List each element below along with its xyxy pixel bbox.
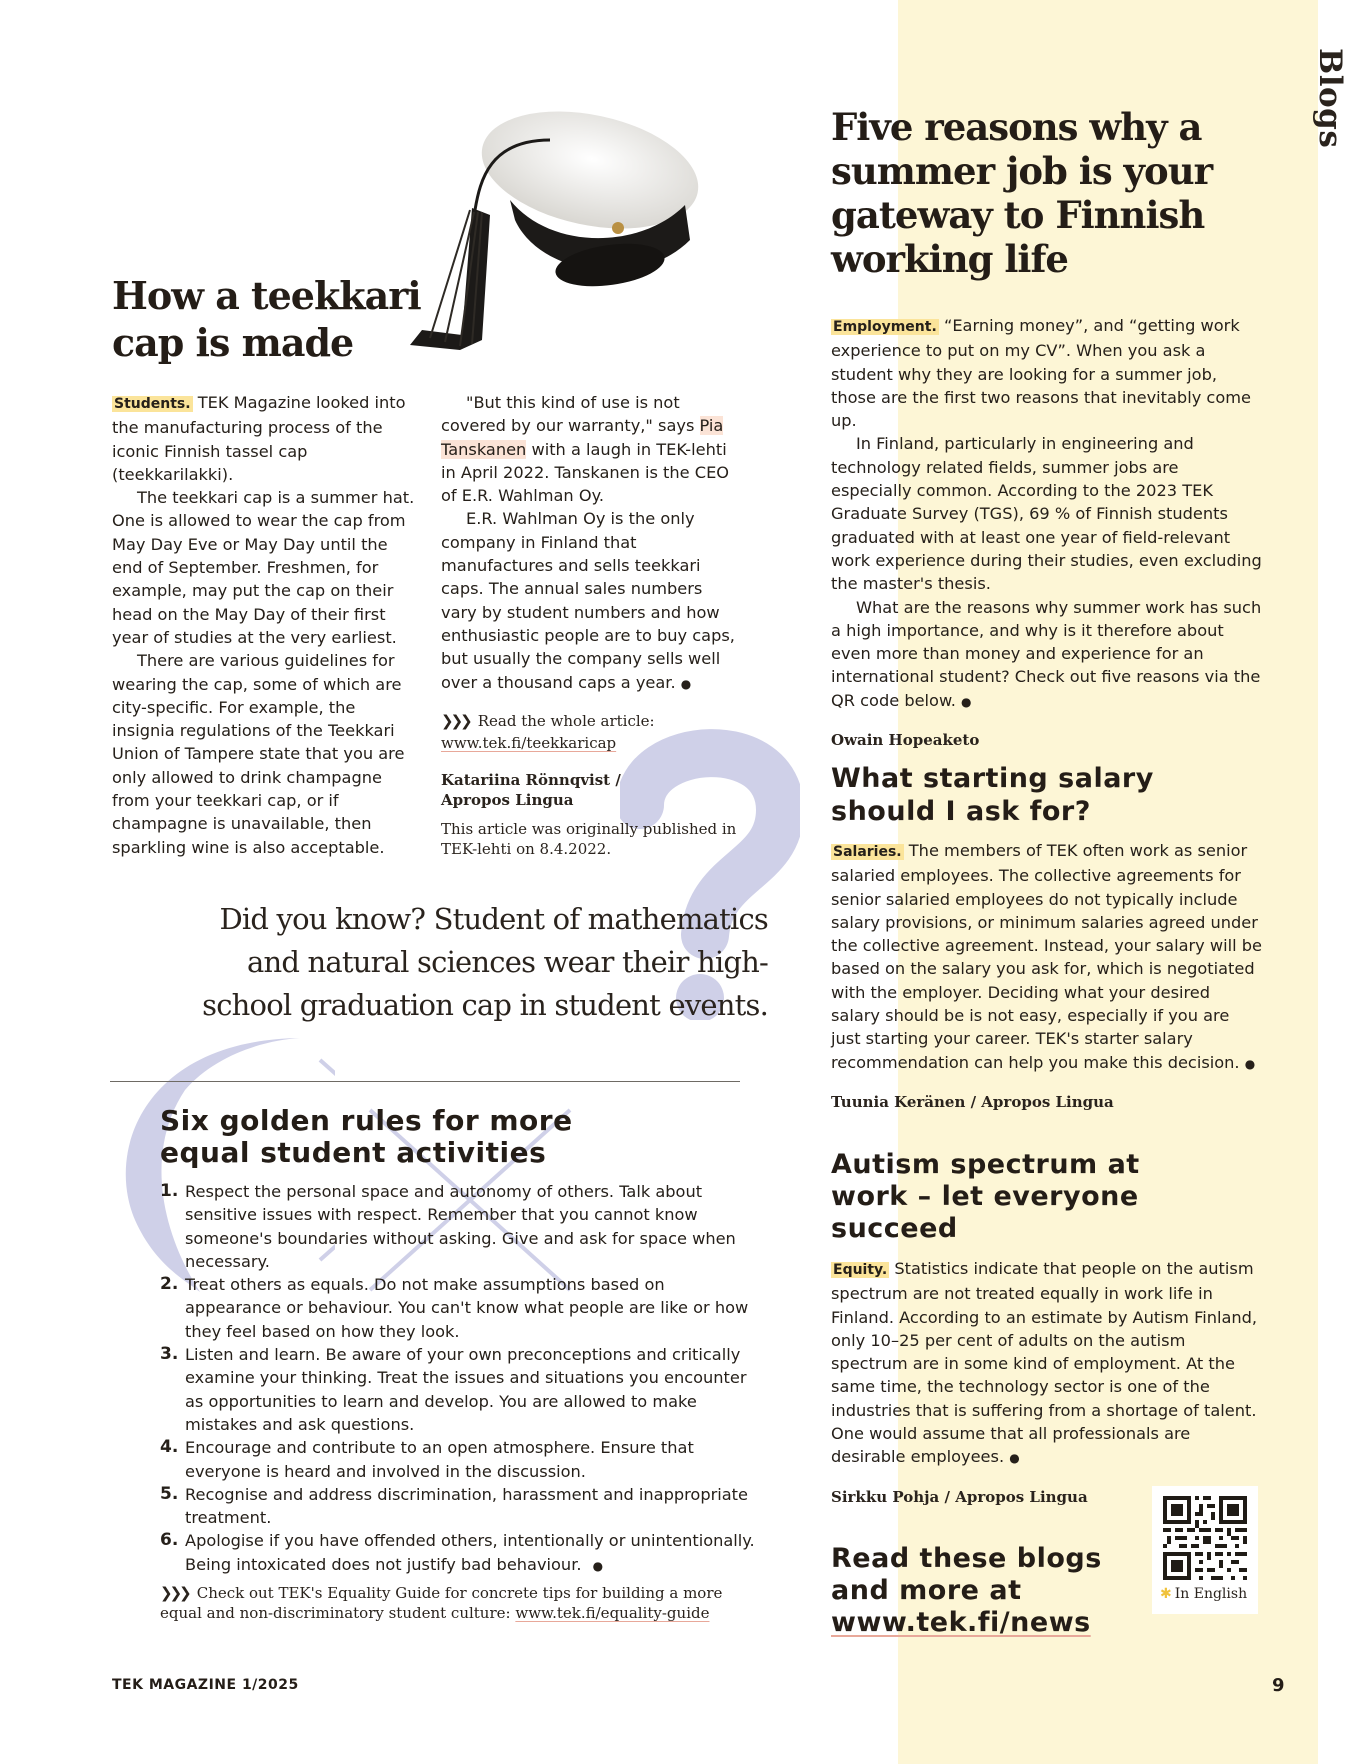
article-title-summer-job: Five reasons why a summer job is your gateway to Finnish working life	[831, 105, 1213, 281]
autism-body	[831, 1257, 1263, 1509]
article-title-golden-rules: Six golden rules for more equal student activities	[160, 1104, 573, 1169]
list-item: 2. Treat others as equals. Do not make assumptions based on appearance or behaviour. You can't know what people are like or how they feel based on how they look.	[160, 1274, 749, 1341]
end-mark-icon: ●	[1244, 1056, 1256, 1071]
salary-body	[831, 839, 1263, 1114]
footer-magazine-issue: TEK MAGAZINE 1/2025	[112, 1677, 299, 1693]
qr-language-label: ✱ In English	[1160, 1586, 1248, 1602]
section-tab-blogs: Blogs	[1312, 48, 1348, 149]
list-item: 5. Recognise and address discrimination, harassment and inappropriate treatment.	[160, 1483, 748, 1528]
teekkari-article-link[interactable]: www.tek.fi/teekkaricap	[441, 733, 617, 752]
equality-guide-note: ❯❯❯ Check out TEK's Equality Guide for concrete tips for building a more equal and non-discriminatory student culture: www.tek.fi/equality-guide	[160, 1584, 723, 1622]
summer-job-body	[831, 314, 1263, 752]
summer-job-paragraph-2: In Finland, particularly in engineering and technology related fields, summer jobs are especially common. According to the 2023 TEK Graduate Survey (TGS), 69 % of Finnish students graduated with at least one year of field-relevant work experience during their studies, even excluding the master's thesis.	[831, 434, 1262, 594]
category-tag: Students.	[114, 396, 191, 412]
arrows-icon: ❯❯❯	[160, 1584, 189, 1602]
article-title-teekkari: How a teekkari cap is made	[112, 273, 421, 365]
autism-paragraph-1: Equity. Statistics indicate that people on the autism spectrum are not treated equally in work life in Finland. According to an estimate by Autism Finland, only 10–25 per cent of adults on the autism spectrum are in some kind of employment. At the same time, the technology sector is one of the industries that is suffering from a shortage of talent. One would assume that all professionals are desirable employees. ●	[831, 1259, 1258, 1467]
summer-job-byline: Owain Hopeaketo	[831, 731, 980, 750]
category-tag: Employment.	[833, 319, 937, 335]
teekkari-paragraph-5: E.R. Wahlman Oy is the only company in Finland that manufactures and sells teekkari caps. The annual sales numbers vary by student numbers and how enthusiastic people are to buy caps, but usually the company sells well over a thousand caps a year. ●	[441, 509, 735, 692]
golden-rules-list	[160, 1180, 760, 1578]
list-item: 6. Apologise if you have offended others, intentionally or unintentionally. Being intoxicated does not justify bad behaviour. ●	[160, 1530, 755, 1574]
arrows-icon: ❯❯❯	[441, 711, 470, 730]
section-divider	[110, 1081, 740, 1082]
end-mark-icon: ●	[961, 694, 972, 709]
star-icon: ✱	[1160, 1586, 1172, 1602]
list-item: 1. Respect the personal space and autonomy of others. Talk about sensitive issues with respect. Remember that you cannot know someone's boundaries without asking. Give and ask for space when necessary.	[160, 1181, 736, 1271]
salary-byline: Tuunia Keränen / Apropos Lingua	[831, 1092, 1114, 1111]
teekkari-cap-image	[400, 100, 730, 360]
article-title-autism: Autism spectrum at work – let everyone succeed	[831, 1149, 1140, 1244]
end-mark-icon: ●	[1009, 1451, 1020, 1466]
person-name-highlight: Pia Tanskanen	[441, 416, 724, 459]
salary-paragraph-1: Salaries. The members of TEK often work as senior salaried employees. The collective agreements for senior salaried employees do not typically include salary provisions, or minimum salaries agreed under the collective agreement. Instead, your salary will be based on the salary you ask for, which is negotiated with the employer. Deciding what your desired salary should be is not easy, especially if you are just starting your career. TEK's starter salary recommendation can help you make this decision. ●	[831, 841, 1262, 1072]
footer-page-number: 9	[1272, 1675, 1285, 1696]
teekkari-column-2	[441, 391, 741, 859]
teekkari-paragraph-2: The teekkari cap is a summer hat. One is allowed to wear the cap from May Day Eve or May Day until the end of September. Freshmen, for example, may put the cap on their head on the May Day of their first year of studies at the very earliest.	[112, 488, 415, 647]
qr-code-icon[interactable]	[1163, 1496, 1247, 1580]
qr-code-panel[interactable]	[1152, 1486, 1258, 1614]
teekkari-paragraph-3: There are various guidelines for wearing the cap, some of which are city-specific. For example, the insignia regulations of the Teekkari Union of Tampere state that you are only allowed to drink champagne from your teekkari cap, or if champagne is unavailable, then sparkling wine is also acceptable.	[112, 651, 405, 857]
list-item: 3. Listen and learn. Be aware of your own preconceptions and critically examine your thinking. Treat the issues and situations you encounter as opportunities to learn and develop. You are allowed to make mistakes and ask questions.	[160, 1344, 747, 1434]
teekkari-paragraph-1: Students. TEK Magazine looked into the manufacturing process of the iconic Finnish tassel cap (teekkarilakki).	[112, 393, 406, 484]
summer-job-paragraph-1: Employment. “Earning money”, and “getting work experience to put on my CV”. When you ask a student why they are looking for a summer job, those are the first two reasons that inevitably come up.	[831, 316, 1251, 431]
autism-byline: Sirkku Pohja / Apropos Lingua	[831, 1487, 1088, 1506]
news-link[interactable]: www.tek.fi/news	[831, 1607, 1091, 1638]
category-tag: Equity.	[833, 1262, 888, 1278]
equality-guide-link[interactable]: www.tek.fi/equality-guide	[515, 1604, 710, 1622]
end-mark-icon: ●	[680, 676, 692, 691]
read-more-line: ❯❯❯ Read the whole article: www.tek.fi/teekkaricap	[441, 711, 655, 752]
teekkari-paragraph-4: "But this kind of use is not covered by our warranty," says Pia Tanskanen with a laugh in TEK-lehti in April 2022. Tanskanen is the CEO of E.R. Wahlman Oy.	[441, 393, 730, 506]
list-item: 4. Encourage and contribute to an open atmosphere. Ensure that everyone is heard and involved in the discussion.	[160, 1437, 694, 1481]
read-blogs-callout: Read these blogs and more at www.tek.fi/news	[831, 1543, 1102, 1638]
teekkari-column-1	[112, 391, 422, 859]
teekkari-publication-note: This article was originally published in TEK-lehti on 8.4.2022.	[441, 819, 737, 858]
article-title-salary: What starting salary should I ask for?	[831, 763, 1154, 827]
teekkari-byline: Katariina Rönnqvist / Apropos Lingua	[441, 770, 621, 809]
did-you-know-pullquote: Did you know? Student of mathematics and natural sciences wear their high-school graduation cap in student events.	[202, 902, 768, 1022]
category-tag: Salaries.	[833, 844, 902, 860]
summer-job-paragraph-3: What are the reasons why summer work has such a high importance, and why is it therefore about even more than money and experience for an international student? Check out five reasons via the QR code below. ●	[831, 597, 1262, 710]
end-mark-icon: ●	[592, 1558, 604, 1573]
